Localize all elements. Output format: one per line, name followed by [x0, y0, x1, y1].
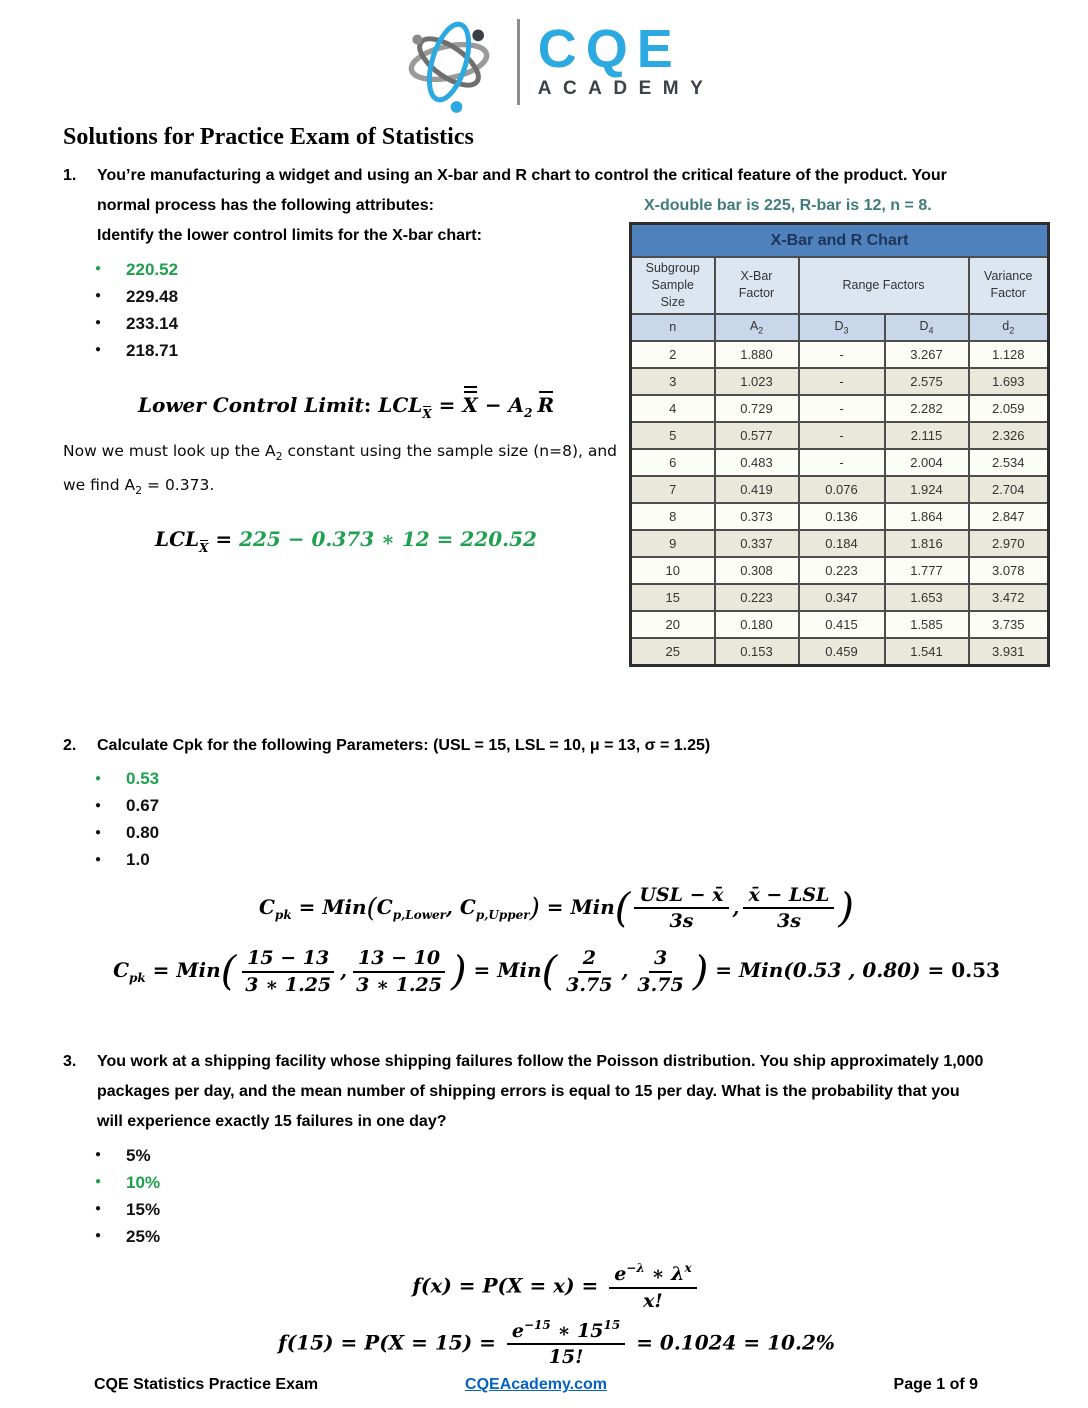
fraction: $\frac{3}{3.75}$	[637, 947, 684, 996]
table-cell: 0.337	[715, 530, 799, 557]
question-1-line1	[63, 161, 1050, 191]
table-cell: 0.223	[799, 557, 885, 584]
table-cell: -	[799, 395, 885, 422]
table-cell: 1.693	[969, 368, 1049, 395]
question-3	[63, 1047, 1050, 1370]
table-group-header: Subgroup Sample Size	[631, 257, 715, 314]
xbar-r-chart-table	[629, 222, 1050, 667]
answer-option	[95, 848, 1050, 873]
option-label: ● 233.14	[126, 313, 179, 333]
answer-option	[95, 1143, 1050, 1168]
table-cell: 2.004	[885, 449, 969, 476]
table-cell: 15	[631, 584, 715, 611]
question-2	[63, 731, 1050, 998]
table-cell: 10	[631, 557, 715, 584]
question-1-right-column	[629, 221, 1050, 667]
table-cell: 1.585	[885, 611, 969, 638]
cpk-definition-formula: $C_{pk} = Min(C_{p,Lower}$, $C_{p,Upper}) = Min$( $\frac{\text{USL − x̄}}{3s}$ , $\frac{\text{x̄ − LSL}}{3s}$ )	[259, 883, 854, 933]
x-bar-subscript: X	[422, 407, 432, 421]
explanation-paragraph: Now we must look up the $A_2$ constant using the sample size (n=8), and we find $A_2 = 0.373$.	[63, 442, 618, 498]
x-bar-subscript: X	[199, 541, 209, 556]
answer-option	[95, 1224, 1050, 1249]
table-cell: 2.534	[969, 449, 1049, 476]
poisson-formula: f(x) = P(X = x) = $\frac{e^{-\lambda} ∗ \lambda^x}{x!}$	[63, 1261, 1050, 1313]
table-subheader-cell: $d_2$	[969, 314, 1049, 341]
answer-option	[95, 311, 629, 336]
question-number: 2.	[63, 736, 77, 754]
option-label: ● 0.53	[126, 769, 160, 789]
table-row	[631, 395, 1049, 422]
table-cell: 1.816	[885, 530, 969, 557]
footer-link[interactable]: CQEAcademy.com	[465, 1376, 607, 1393]
logo-academy: ACADEMY	[537, 78, 715, 100]
table-cell: -	[799, 449, 885, 476]
formula-label: Lower Control Limit	[137, 393, 364, 417]
question-1-left-column	[63, 221, 629, 555]
lcl-calculation-formula: LCLX = 225 − 0.373 ∗ 12 = 220.52	[155, 527, 537, 556]
table-cell: 20	[631, 611, 715, 638]
table-subheader-cell: $A_2$	[715, 314, 799, 341]
table-cell: 0.419	[715, 476, 799, 503]
table-row	[631, 422, 1049, 449]
table-cell: 0.415	[799, 611, 885, 638]
table-cell: 0.184	[799, 530, 885, 557]
table-cell: 7	[631, 476, 715, 503]
table-cell: 3.267	[885, 341, 969, 368]
logo-divider	[517, 19, 520, 105]
calculation-result: 225 − 0.373 ∗ 12 = 220.52	[239, 527, 537, 552]
answer-option	[95, 794, 1050, 819]
option-label: ● 218.71	[126, 340, 179, 360]
table-row	[631, 368, 1049, 395]
fraction: $\frac{2}{3.75}$	[566, 947, 613, 996]
fraction: $\frac{13 - 10}{3 ∗ 1.25}$	[351, 946, 447, 997]
page-number: Page 1 of 9	[893, 1376, 979, 1393]
q3-options	[63, 1143, 1050, 1249]
table-cell: 0.483	[715, 449, 799, 476]
answer-option	[95, 284, 629, 309]
table-cell: 0.347	[799, 584, 885, 611]
cpk-calculation-formula: $C_{pk} = Min$( $\frac{15 - 13}{3 ∗ 1.25}$ , $\frac{13 - 10}{3 ∗ 1.25}$ ) = Min( $\frac{2}{3.75}$ , $\frac{3}{3.75}$ ) = Min(0.53 , 0.80) = 0.53	[113, 947, 1000, 996]
logo-text	[537, 18, 715, 100]
option-label: ● 15%	[126, 1199, 161, 1219]
table-row	[631, 557, 1049, 584]
question-text: normal process has the following attributes:	[97, 197, 434, 214]
table-subheader-row	[631, 314, 1049, 341]
answer-option-correct	[95, 1170, 1050, 1195]
answer-option	[95, 338, 629, 363]
table-cell: 2.970	[969, 530, 1049, 557]
table-cell: 5	[631, 422, 715, 449]
question-number: 3.	[63, 1053, 77, 1071]
question-prompt: Identify the lower control limits for the X-bar chart:	[97, 227, 482, 244]
logo-cqe: CQE	[537, 18, 682, 79]
table-row	[631, 476, 1049, 503]
fraction: $\frac{\text{USL − x̄}}{3s}$	[634, 883, 728, 934]
logo	[63, 0, 1050, 116]
table-cell: 2	[631, 341, 715, 368]
question-1-line2	[63, 191, 1050, 221]
table-cell: -	[799, 368, 885, 395]
q2-options	[63, 767, 1050, 873]
question-3-line1	[63, 1047, 1050, 1077]
answer-option-correct	[95, 257, 629, 282]
final-result: 0.53	[951, 958, 1000, 983]
question-text: You work at a shipping facility whose shipping failures follow the Poisson distribution. You ship approximately 1,000	[97, 1053, 984, 1071]
table-subheader-cell: $D_4$	[885, 314, 969, 341]
table-title: X-Bar and R Chart	[631, 224, 1049, 258]
table-cell: 25	[631, 638, 715, 666]
table-row	[631, 503, 1049, 530]
table-cell: 1.864	[885, 503, 969, 530]
table-cell: 2.059	[969, 395, 1049, 422]
answer-option-correct	[95, 767, 1050, 792]
table-cell: 2.575	[885, 368, 969, 395]
question-1-columns	[63, 221, 1050, 667]
fraction: $\frac{15 - 13}{3 ∗ 1.25}$	[240, 946, 336, 997]
table-row	[631, 449, 1049, 476]
option-label: ● 0.80	[126, 823, 160, 843]
table-cell: 3.472	[969, 584, 1049, 611]
table-cell: 3	[631, 368, 715, 395]
option-label: ● 10%	[126, 1172, 161, 1192]
table-cell: 0.180	[715, 611, 799, 638]
table-cell: 3.078	[969, 557, 1049, 584]
option-label: ● 25%	[126, 1226, 161, 1246]
table-group-header: X-Bar Factor	[715, 257, 799, 314]
x-double-bar: X	[462, 393, 478, 417]
question-text: will experience exactly 15 failures in one day?	[97, 1113, 447, 1131]
q1-options	[63, 257, 629, 363]
table-cell: 1.128	[969, 341, 1049, 368]
option-label: ● 220.52	[126, 259, 179, 279]
option-label: ● 0.67	[126, 796, 160, 816]
table-cell: 2.282	[885, 395, 969, 422]
fraction: $\frac{\text{x̄ − LSL}}{3s}$	[743, 883, 834, 934]
table-cell: 0.729	[715, 395, 799, 422]
table-cell: 2.704	[969, 476, 1049, 503]
table-cell: 9	[631, 530, 715, 557]
question-1	[63, 161, 1050, 667]
table-cell: 1.023	[715, 368, 799, 395]
lcl-formula: Lower Control Limit: LCLX = $X - A_2$ R	[137, 393, 555, 421]
table-cell: 1.924	[885, 476, 969, 503]
table-cell: 4	[631, 395, 715, 422]
r-bar: R	[537, 393, 555, 417]
table-cell: 0.459	[799, 638, 885, 666]
table-row	[631, 584, 1049, 611]
table-cell: 2.115	[885, 422, 969, 449]
fraction: $\frac{e^{-\lambda} ∗ \lambda^x}{x!}$	[609, 1261, 696, 1313]
table-cell: 2.847	[969, 503, 1049, 530]
table-cell: 0.136	[799, 503, 885, 530]
option-label: ● 1.0	[126, 850, 150, 870]
table-cell: 0.577	[715, 422, 799, 449]
page-title: Solutions for Practice Exam of Statistics	[63, 124, 474, 150]
table-cell: 0.308	[715, 557, 799, 584]
answer-option	[95, 1197, 1050, 1222]
table-cell: 8	[631, 503, 715, 530]
given-values-text: X-double bar is 225, R-bar is 12, n = 8.	[644, 197, 932, 214]
question-2-line1	[63, 731, 1050, 761]
table-cell: 1.777	[885, 557, 969, 584]
question-text: You’re manufacturing a widget and using an X-bar and R chart to control the critical feature of the product. Your	[97, 167, 947, 184]
table-cell: 6	[631, 449, 715, 476]
atom-logo-icon	[399, 10, 499, 114]
table-body	[631, 341, 1049, 666]
table-cell: 0.076	[799, 476, 885, 503]
table-row	[631, 611, 1049, 638]
table-cell: 0.373	[715, 503, 799, 530]
option-label: ● 229.48	[126, 286, 179, 306]
table-cell: 3.735	[969, 611, 1049, 638]
table-row	[631, 638, 1049, 666]
table-group-header-row	[631, 257, 1049, 314]
footer-left-text: CQE Statistics Practice Exam	[94, 1376, 319, 1393]
table-cell: 1.653	[885, 584, 969, 611]
table-row	[631, 341, 1049, 368]
page-footer	[94, 1376, 978, 1394]
table-subheader-cell: $D_3$	[799, 314, 885, 341]
footer-center	[389, 1376, 684, 1394]
poisson-calculation-formula: f(15) = P(X = 15) = $\frac{e^{-15} ∗ 15^{15}}{15!}$ = 0.1024 = 10.2%	[278, 1317, 835, 1369]
answer-option	[95, 821, 1050, 846]
table-cell: 3.931	[969, 638, 1049, 666]
table-cell: -	[799, 341, 885, 368]
table-cell: 0.223	[715, 584, 799, 611]
table-cell: 1.541	[885, 638, 969, 666]
option-label: ● 5%	[126, 1145, 151, 1165]
table-cell: -	[799, 422, 885, 449]
question-text: packages per day, and the mean number of shipping errors is equal to 15 per day. What is the probability that you	[97, 1083, 960, 1101]
question-number: 1.	[63, 167, 77, 184]
table-row	[631, 530, 1049, 557]
question-text: Calculate Cpk for the following Parameters: (USL = 15, LSL = 10, μ = 13, σ = 1.25)	[97, 736, 711, 754]
table-cell: 2.326	[969, 422, 1049, 449]
table-group-header: Variance Factor	[969, 257, 1049, 314]
table-cell: 0.153	[715, 638, 799, 666]
table-group-header: Range Factors	[799, 257, 969, 314]
fraction: $\frac{e^{-15} ∗ 15^{15}}{15!}$	[507, 1318, 625, 1370]
table-subheader-cell: n	[631, 314, 715, 341]
table-cell: 1.880	[715, 341, 799, 368]
